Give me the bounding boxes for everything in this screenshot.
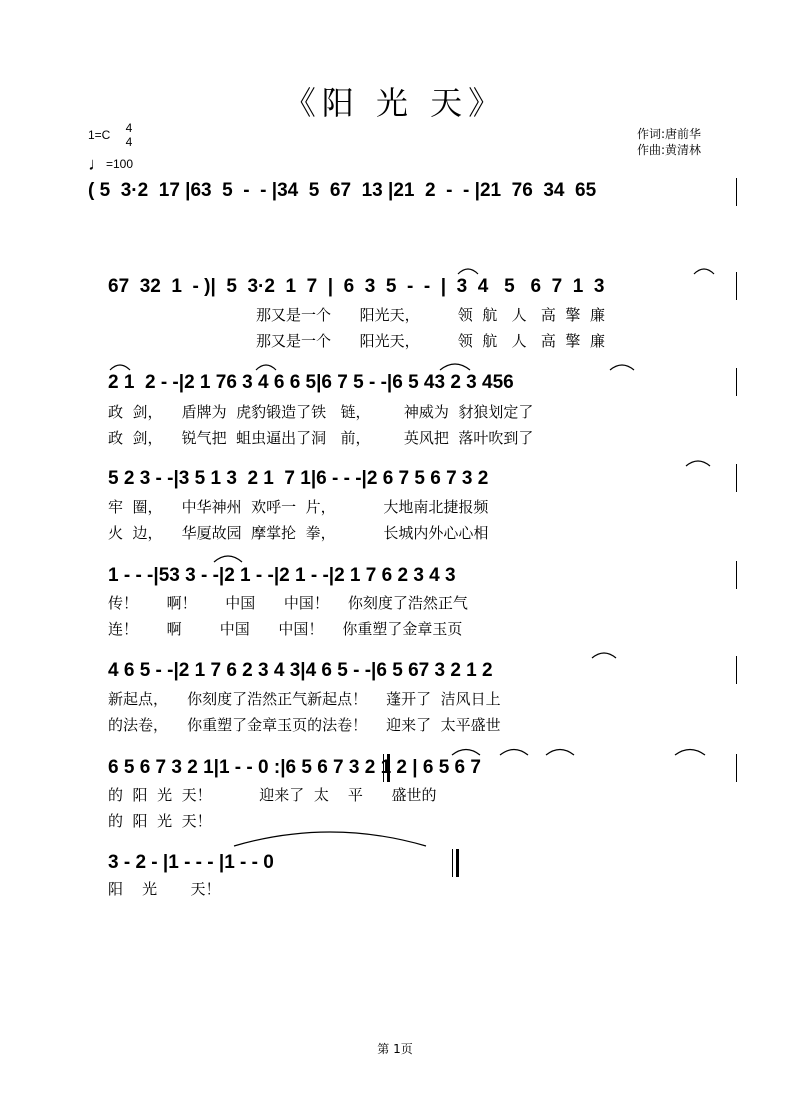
notation-line-2: 67 32 1 - )| 5 3·2 1 7 | 6 3 5 - - | 3 4 5 6 7 1 3 [108, 276, 605, 297]
credits [637, 126, 701, 158]
slur [500, 750, 528, 756]
time-signature-top: 4 [125, 121, 133, 135]
barline [736, 561, 737, 589]
tempo-value: =100 [106, 157, 134, 171]
slur [214, 556, 242, 562]
tie [234, 832, 426, 846]
slur [256, 365, 276, 370]
lyric-line-7-verse-2: 的 阳 光 天！ [108, 812, 212, 830]
lyric-line-5-verse-1: 传！ 啊！ 中国 中国！ 你刻度了浩然正气 [108, 594, 468, 612]
slur [110, 365, 130, 370]
lyric-line-4-verse-2: 火 边， 华厦故园 摩掌抡 拳， 长城内外心心相 [108, 524, 489, 542]
tempo-marking [88, 154, 133, 175]
lyric-line-7-verse-1: 的 阳 光 天！ 迎来了 太 平 盛世的 [108, 786, 437, 804]
repeat-barline [383, 754, 390, 782]
slur [675, 750, 705, 756]
notation-line-6: 4 6 5 - -|2 1 7 6 2 3 4 3|4 6 5 - -|6 5 67 3 2 1 2 [108, 660, 493, 681]
slur [546, 750, 574, 756]
slur [610, 365, 634, 370]
final-barline [452, 849, 459, 877]
notation-line-8: 3 - 2 - |1 - - - |1 - - 0 [108, 852, 274, 873]
slur [694, 269, 714, 274]
composer-credit: 作曲:黄清林 [637, 143, 702, 157]
barline [736, 178, 737, 206]
lyric-line-2-verse-2: 那又是一个 阳光天， 领 航 人 高 擎 廉 [256, 332, 605, 350]
notation-line-5: 1 - - -|53 3 - -|2 1 - -|2 1 - -|2 1 7 6 2 3 4 3 [108, 565, 456, 586]
barline [736, 464, 737, 492]
lyric-line-6-verse-2: 的法卷， 你重塑了金章玉页的法卷！ 迎来了 太平盛世 [108, 716, 501, 734]
quarter-note-icon: ♩ [88, 154, 106, 174]
lyric-line-8-verse-1: 阳 光 天！ [108, 880, 221, 898]
barline [736, 368, 737, 396]
lyricist-credit: 作词:唐前华 [637, 127, 702, 141]
lyric-line-4-verse-1: 牢 圈， 中华神州 欢呼一 片， 大地南北捷报频 [108, 498, 489, 516]
song-title: 《阳 光 天》 [283, 84, 507, 122]
notation-line-4: 5 2 3 - -|3 5 1 3 2 1 7 1|6 - - -|2 6 7 5 6 7 3 2 [108, 468, 489, 489]
barline [736, 754, 737, 782]
slur [458, 269, 478, 274]
notation-line-7: 6 5 6 7 3 2 1|1 - - 0 :|6 5 6 7 3 2 1 2 | 6 5 6 7 [108, 757, 481, 778]
lyric-line-6-verse-1: 新起点， 你刻度了浩然正气新起点！ 蓬开了 洁风日上 [108, 690, 501, 708]
slur [592, 653, 616, 658]
key-signature: 1=C [88, 128, 111, 142]
slur [686, 461, 710, 466]
notation-line-1: ( 5 3·2 17 |63 5 - - |34 5 67 13 |21 2 - - |21 76 34 65 [88, 180, 597, 201]
page-number: 第 1页 [377, 1042, 413, 1056]
lyric-line-2-verse-1: 那又是一个 阳光天， 领 航 人 高 擎 廉 [256, 306, 605, 324]
notation-line-3: 2 1 2 - -|2 1 76 3 4 6 6 5|6 7 5 - -|6 5 43 2 3 456 [108, 372, 514, 393]
slur [452, 750, 480, 756]
time-signature-bottom: 4 [125, 135, 133, 149]
lyric-line-3-verse-1: 政 剑， 盾牌为 虎豹锻造了铁 链， 神威为 豺狼划定了 [108, 403, 534, 421]
barline [736, 272, 737, 300]
time-signature [122, 121, 136, 149]
lyric-line-5-verse-2: 连！ 啊 中国 中国！ 你重塑了金章玉页 [108, 620, 463, 638]
lyric-line-3-verse-2: 政 剑， 锐气把 蛆虫逼出了洞 前， 英风把 落叶吹到了 [108, 429, 534, 447]
barline [736, 656, 737, 684]
slur [440, 364, 470, 370]
